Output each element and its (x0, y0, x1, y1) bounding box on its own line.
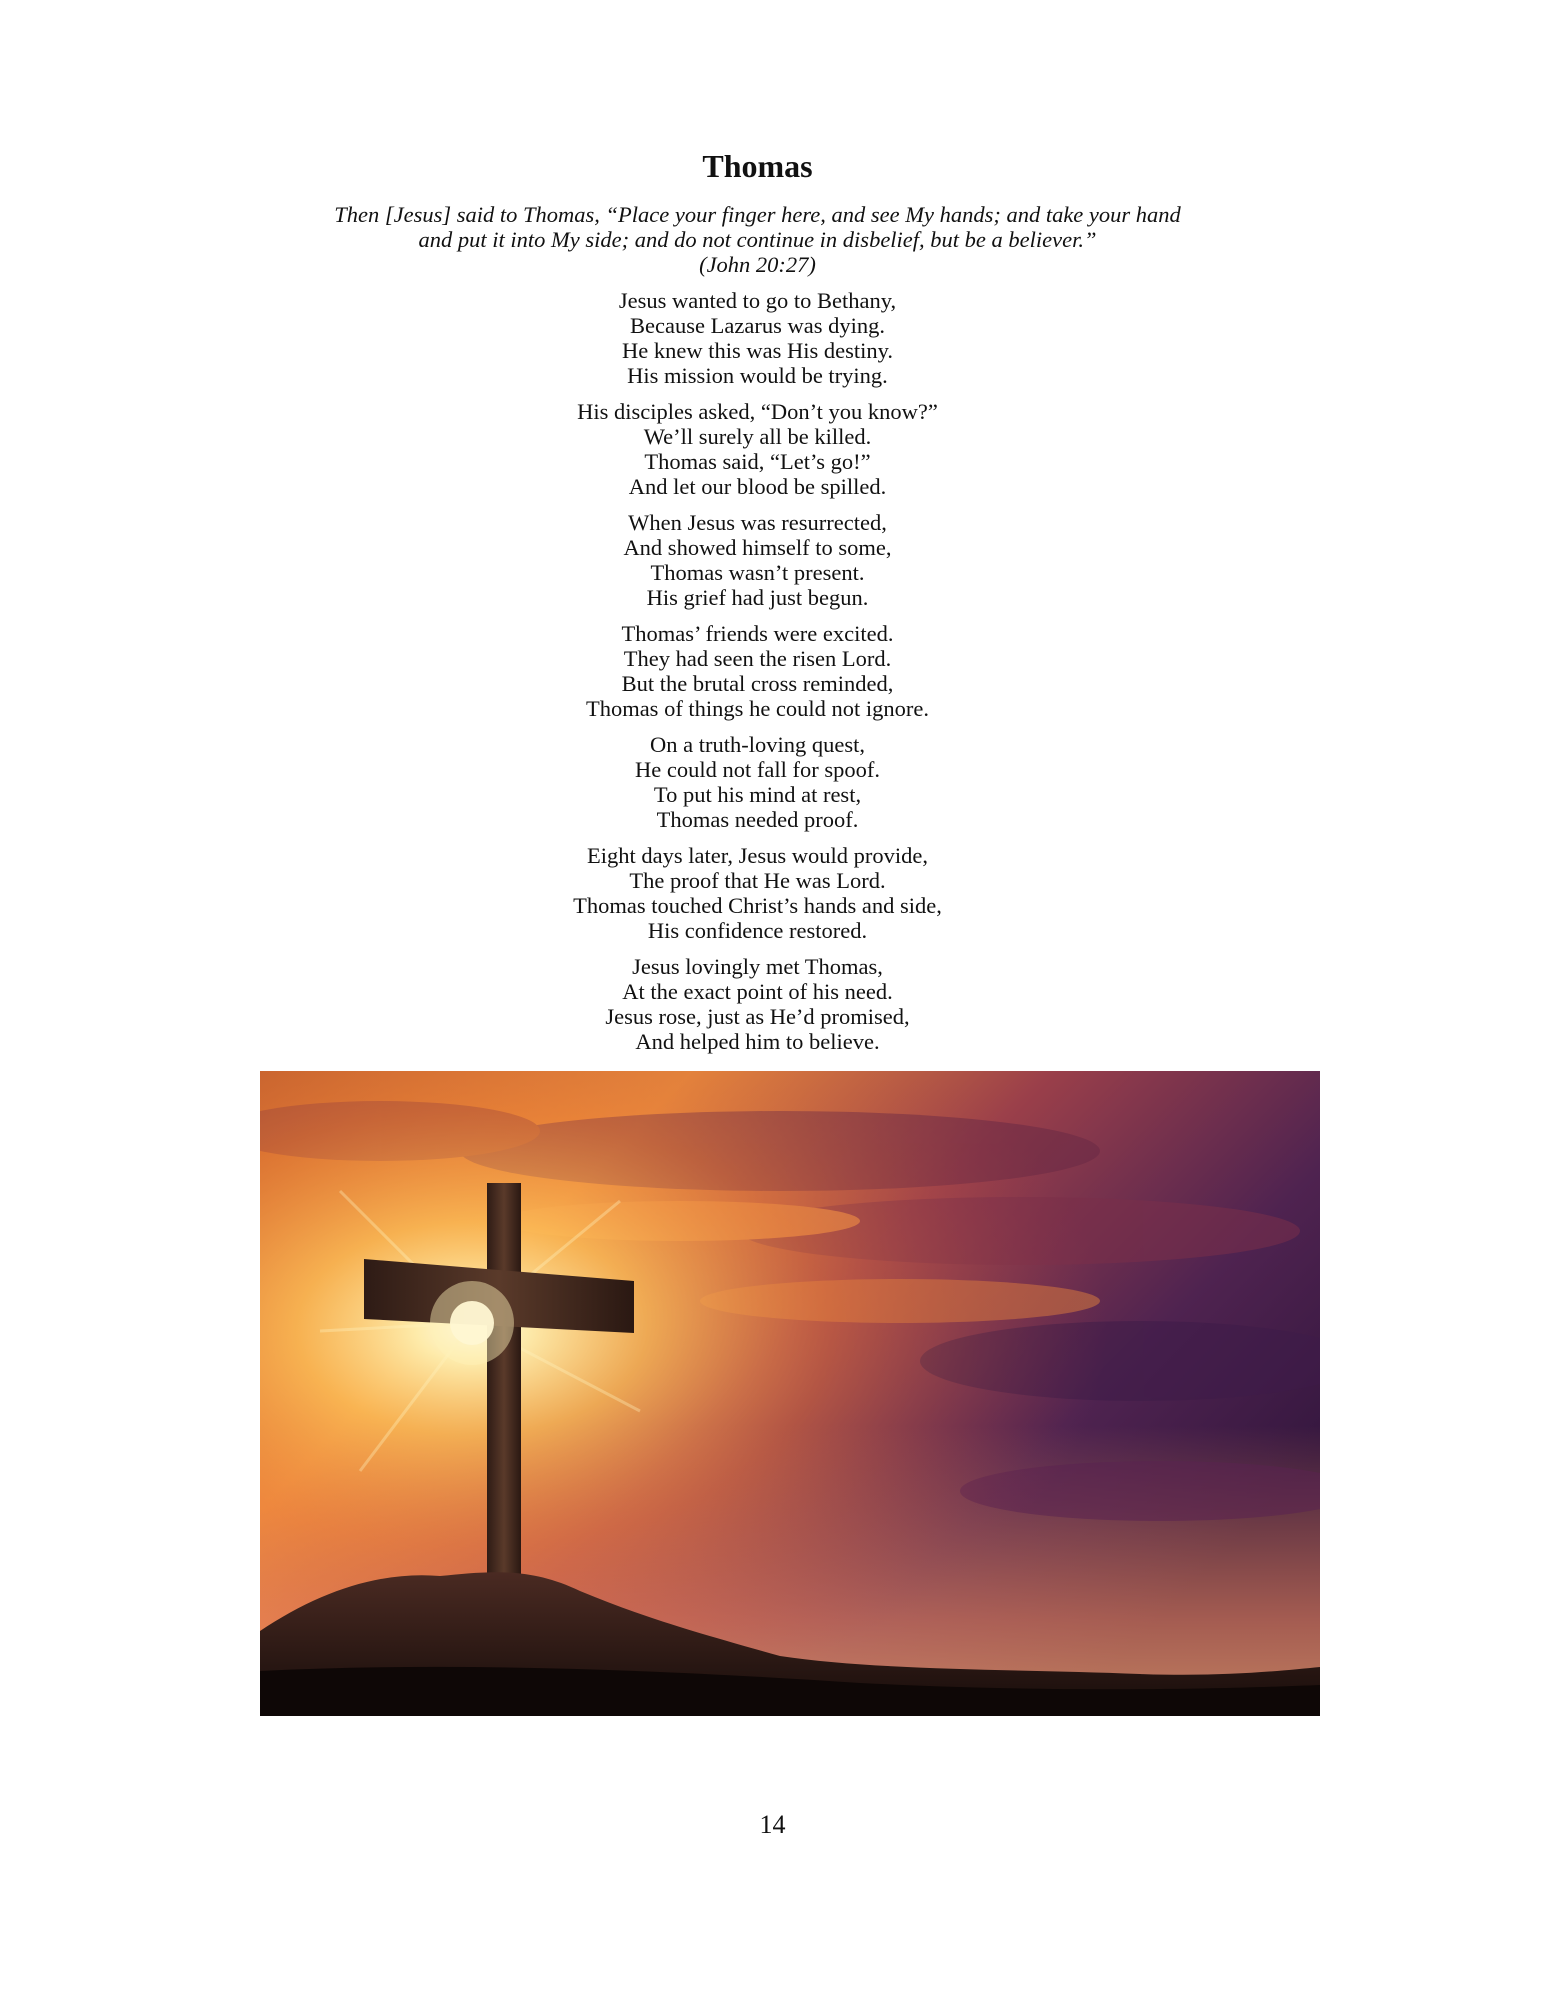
poem-line: Jesus wanted to go to Bethany, (618, 288, 897, 313)
stanza (0, 399, 1515, 499)
epigraph-quote (0, 202, 1515, 277)
stanza (0, 843, 1515, 943)
poem-line: At the exact point of his need. (622, 979, 893, 1004)
poem-line: Thomas touched Christ’s hands and side, (573, 893, 942, 918)
epigraph-citation: (John 20:27) (699, 252, 816, 277)
epigraph-line: Then [Jesus] said to Thomas, “Place your finger here, and see My hands; and take your hand (334, 202, 1181, 227)
cross-sunset-image (260, 1071, 1320, 1716)
poem-line: He knew this was His destiny. (621, 338, 893, 363)
poem-line: Thomas’ friends were excited. (621, 621, 894, 646)
epigraph-line: and put it into My side; and do not continue in disbelief, but be a believer.” (418, 227, 1097, 252)
stanza (0, 954, 1515, 1054)
poem-line: The proof that He was Lord. (629, 868, 886, 893)
poem-line: Thomas needed proof. (656, 807, 859, 832)
poem-line: And showed himself to some, (623, 535, 892, 560)
poem-line: On a truth-loving quest, (650, 732, 865, 757)
poem-line: Thomas wasn’t present. (650, 560, 865, 585)
poem-line: He could not fall for spoof. (635, 757, 880, 782)
poem-line: His mission would be trying. (627, 363, 888, 388)
stanza (0, 510, 1515, 610)
poem-line: But the brutal cross reminded, (621, 671, 894, 696)
poem-line: And helped him to believe. (635, 1029, 880, 1054)
poem-line: Eight days later, Jesus would provide, (587, 843, 928, 868)
page-number: 14 (759, 1810, 786, 1839)
poem-line: Thomas of things he could not ignore. (585, 696, 930, 721)
poem-line: His confidence restored. (647, 918, 868, 943)
poem-line: They had seen the risen Lord. (623, 646, 892, 671)
poem-line: Jesus rose, just as He’d promised, (605, 1004, 910, 1029)
page-title: Thomas (702, 148, 813, 184)
stanza (0, 288, 1515, 388)
poem-line: His grief had just begun. (646, 585, 869, 610)
poem-line: Jesus lovingly met Thomas, (632, 954, 883, 979)
stanza (0, 732, 1515, 832)
poem-line: To put his mind at rest, (653, 782, 862, 807)
poem-line: And let our blood be spilled. (628, 474, 887, 499)
stanza (0, 621, 1515, 721)
poem-line: We’ll surely all be killed. (643, 424, 872, 449)
poem-line: When Jesus was resurrected, (628, 510, 887, 535)
poem-line: Thomas said, “Let’s go!” (644, 449, 871, 474)
poem (0, 288, 1515, 1065)
poem-line: His disciples asked, “Don’t you know?” (577, 399, 938, 424)
poem-line: Because Lazarus was dying. (630, 313, 885, 338)
